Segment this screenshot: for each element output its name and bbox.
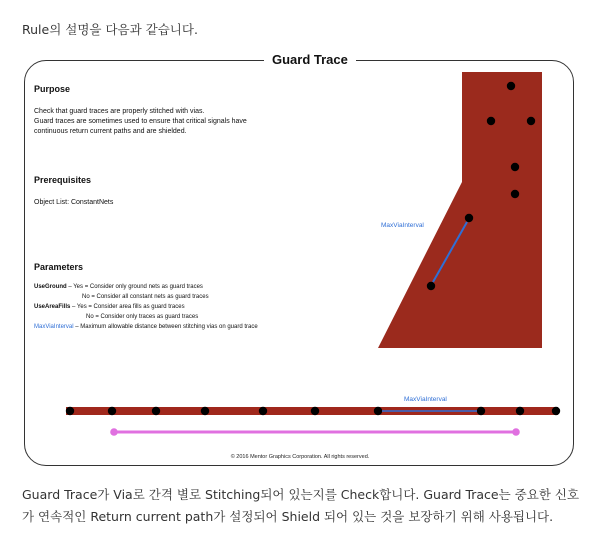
param-max-via-interval-desc: – Maximum allowable distance between stitching vias on guard trace: [73, 324, 258, 330]
trace-via: [108, 407, 116, 415]
plane-via: [507, 82, 515, 90]
plane-via: [511, 190, 519, 198]
param-use-ground-name: UseGround: [34, 284, 67, 290]
outro-line-2: 가 연속적인 Return current path가 설정되어 Shield 되어 있는 것을 보장하기 위해 사용됩니다.: [22, 509, 554, 524]
purpose-line-3: continuous return current paths and are shielded.: [34, 128, 187, 135]
trace-via: [311, 407, 319, 415]
plane-via: [527, 117, 535, 125]
plane-via: [511, 163, 519, 171]
intro-text: Rule의 설명을 다음과 같습니다.: [22, 22, 198, 37]
trace-via: [66, 407, 74, 415]
trace-via: [201, 407, 209, 415]
purpose-line-1: Check that guard traces are properly stitched with vias.: [34, 108, 205, 115]
signal-trace-end: [110, 428, 118, 436]
purpose-line-2: Guard traces are sometimes used to ensure that critical signals have: [34, 118, 247, 125]
ground-plane-shape: [378, 72, 542, 348]
trace-interval-label: MaxViaInterval: [404, 396, 447, 403]
trace-via: [374, 407, 382, 415]
object-list: Object List: ConstantNets: [34, 199, 114, 206]
prerequisites-heading: Prerequisites: [34, 175, 92, 185]
param-use-ground-no: No = Consider all constant nets as guard traces: [82, 294, 209, 300]
plane-via: [427, 282, 435, 290]
trace-via: [259, 407, 267, 415]
trace-via: [516, 407, 524, 415]
param-use-area-fills-name: UseAreaFills: [34, 304, 71, 310]
param-use-area-fills-no: No = Consider only traces as guard traces: [86, 314, 199, 320]
parameters-heading: Parameters: [34, 262, 84, 272]
param-use-area-fills-yes: – Yes = Consider area fills as guard traces: [70, 304, 185, 310]
purpose-heading: Purpose: [34, 84, 71, 94]
plane-via: [487, 117, 495, 125]
outro-line-1: Guard Trace가 Via로 간격 별로 Stitching되어 있는지를 Check합니다. Guard Trace는 중요한 신호: [22, 487, 580, 502]
signal-trace-end: [512, 428, 520, 436]
plane-via: [465, 214, 473, 222]
param-use-ground-yes: – Yes = Consider only ground nets as guard traces: [66, 284, 203, 290]
slide-title: Guard Trace: [264, 52, 356, 67]
copyright-notice: © 2016 Mentor Graphics Corporation. All rights reserved.: [230, 454, 370, 460]
trace-via: [552, 407, 560, 415]
trace-via: [477, 407, 485, 415]
param-max-via-interval-name: MaxViaInterval: [34, 324, 74, 330]
trace-via: [152, 407, 160, 415]
outro-text: [22, 484, 588, 528]
plane-interval-label: MaxViaInterval: [381, 222, 424, 229]
